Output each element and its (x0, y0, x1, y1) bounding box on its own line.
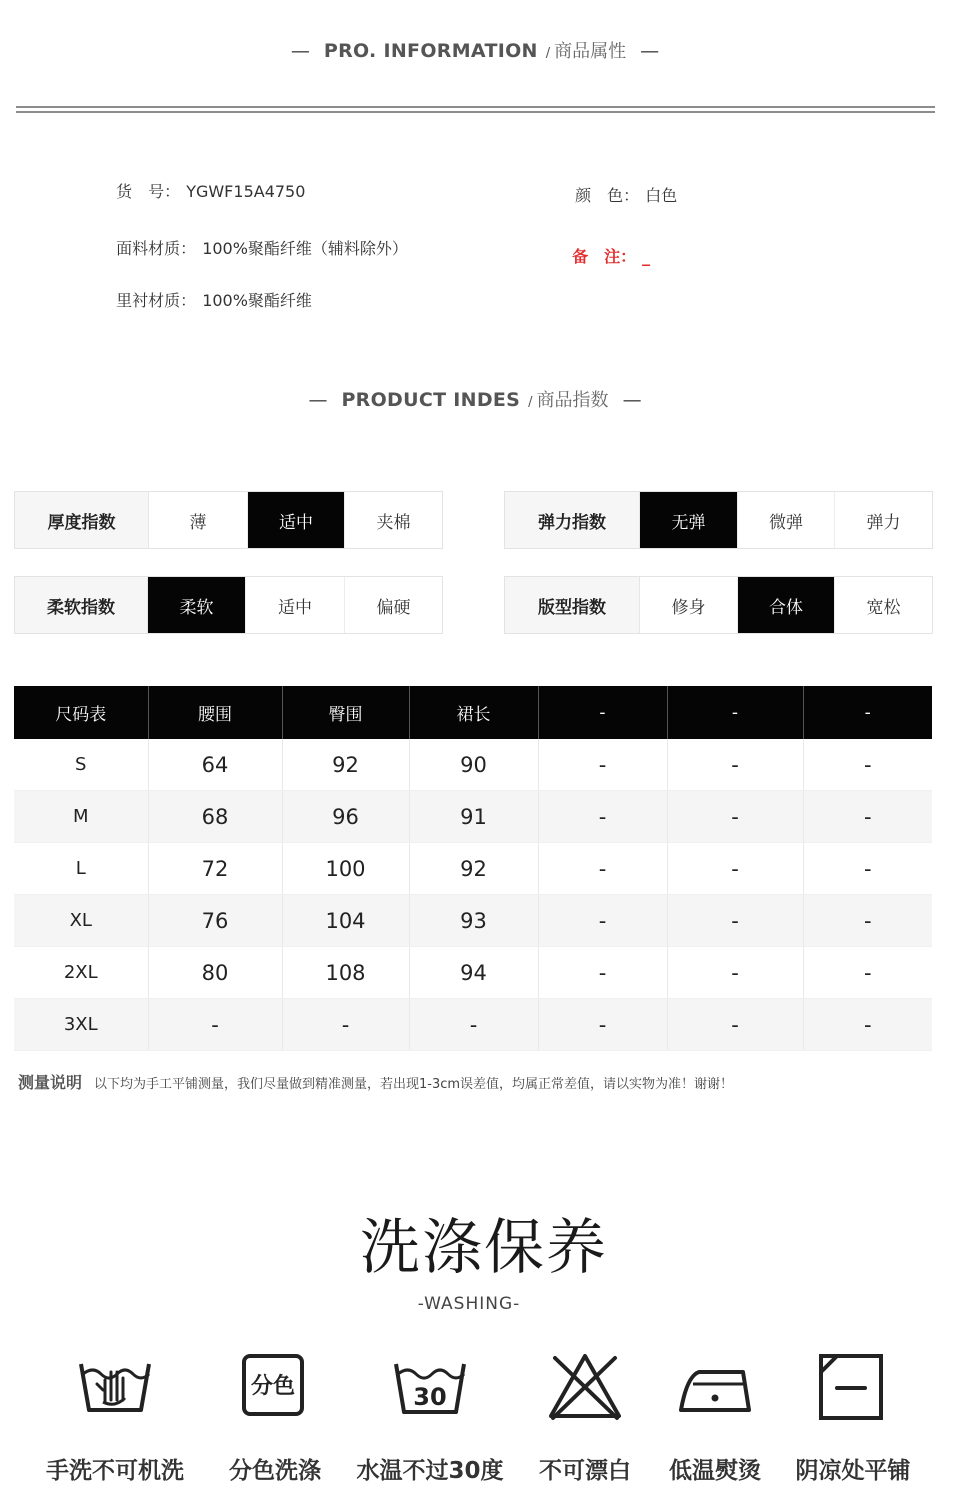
product-index-title-en: PRODUCT INDES (341, 389, 521, 411)
care-label: 水温不过30度 (356, 1458, 504, 1484)
size-table-header: 裙长 (409, 686, 538, 739)
index-option: 宽松 (866, 597, 901, 618)
table-cell: - (667, 947, 803, 999)
table-cell: - (803, 947, 932, 999)
care-label: 低温熨烫 (669, 1458, 761, 1484)
washing-subtitle: -WASHING- (417, 1294, 521, 1314)
washing-title: 洗涤保养 (360, 1213, 608, 1283)
pro-info-header: — PRO. INFORMATION / 商品属性 — (290, 40, 660, 62)
note-value: _ (642, 247, 651, 266)
color-label: 颜 色： (575, 186, 640, 205)
table-cell: - (803, 843, 932, 895)
table-row (14, 947, 932, 999)
index-option: 夹棉 (376, 512, 411, 533)
table-cell: 93 (409, 895, 538, 947)
index-option: 修身 (640, 577, 738, 633)
low-iron-icon (675, 1350, 755, 1420)
size-table-header: 尺码表 (14, 686, 148, 739)
table-cell: XL (14, 895, 148, 947)
index-option-selected: 柔软 (148, 577, 246, 633)
table-cell: - (409, 999, 538, 1051)
size-table-header-row (14, 686, 932, 739)
table-cell: 92 (282, 739, 409, 791)
index-option: 微弹 (738, 492, 835, 548)
care-item (510, 1350, 660, 1484)
table-cell: 108 (282, 947, 409, 999)
note-label: 备 注： (572, 247, 637, 266)
index-label: 柔软指数 (15, 577, 148, 633)
table-cell: - (803, 739, 932, 791)
table-cell: 90 (409, 739, 538, 791)
table-cell: 91 (409, 791, 538, 843)
lining-label: 里衬材质： (116, 291, 197, 310)
table-cell: 72 (148, 843, 282, 895)
table-cell: - (538, 791, 667, 843)
table-cell: 64 (148, 739, 282, 791)
table-cell: - (148, 999, 282, 1051)
index-option: 薄 (149, 492, 248, 548)
measure-note-label: 测量说明 (18, 1073, 83, 1092)
measure-note (18, 1070, 733, 1093)
care-item (40, 1350, 190, 1484)
index-label: 厚度指数 (15, 492, 149, 548)
dry-flat-shade-icon (813, 1350, 893, 1422)
table-cell: 3XL (14, 999, 148, 1051)
index-row-thickness (14, 491, 443, 549)
index-option: 弹力 (866, 512, 901, 533)
table-row (14, 791, 932, 843)
table-cell: 80 (148, 947, 282, 999)
product-index-title-cn: 商品指数 (536, 390, 609, 411)
separate-colors-icon-text: 分色 (250, 1374, 296, 1399)
table-cell: - (803, 791, 932, 843)
hand-wash-icon (75, 1350, 155, 1420)
table-cell: - (282, 999, 409, 1051)
table-row (14, 895, 932, 947)
size-table-header: - (667, 686, 803, 739)
table-row (14, 999, 932, 1051)
care-label: 阴凉处平铺 (795, 1458, 911, 1484)
table-cell: 104 (282, 895, 409, 947)
divider (16, 106, 935, 108)
lining-value: 100%聚酯纤维 (202, 291, 312, 310)
table-cell: - (538, 739, 667, 791)
table-cell: 94 (409, 947, 538, 999)
index-option-selected: 合体 (738, 577, 835, 633)
index-row-softness (14, 576, 443, 634)
size-table (14, 686, 932, 1051)
table-cell: - (667, 999, 803, 1051)
table-cell: - (667, 895, 803, 947)
care-label: 分色洗涤 (229, 1458, 321, 1484)
table-cell: 100 (282, 843, 409, 895)
table-cell: 96 (282, 791, 409, 843)
pro-info-title-cn: 商品属性 (554, 41, 627, 62)
care-label: 不可漂白 (539, 1458, 631, 1484)
table-cell: - (667, 843, 803, 895)
table-row (14, 843, 932, 895)
item-no-label: 货 号： (116, 182, 181, 201)
index-option-selected: 适中 (248, 492, 345, 548)
table-cell: - (538, 895, 667, 947)
product-index-header: — PRODUCT INDES / 商品指数 — (308, 389, 642, 411)
index-label: 弹力指数 (505, 492, 640, 548)
table-cell: - (538, 999, 667, 1051)
fabric-label: 面料材质： (116, 239, 197, 258)
care-item (200, 1350, 350, 1484)
item-no-value: YGWF15A4750 (186, 182, 306, 201)
lining-field (106, 269, 312, 311)
table-cell: M (14, 791, 148, 843)
table-cell: - (803, 895, 932, 947)
table-row (14, 739, 932, 791)
measure-note-text: 以下均为手工平铺测量，我们尽量做到精准测量，若出现1-3cm误差值，均属正常差值，请以实物为准！谢谢！ (94, 1077, 734, 1092)
table-cell: - (538, 947, 667, 999)
index-row-elasticity (504, 491, 933, 549)
table-cell: 68 (148, 791, 282, 843)
size-table-header: - (538, 686, 667, 739)
pro-info-title-en: PRO. INFORMATION (323, 40, 538, 62)
color-value: 白色 (645, 186, 678, 205)
table-cell: 92 (409, 843, 538, 895)
size-table-header: 臀围 (282, 686, 409, 739)
divider (16, 111, 935, 113)
index-option: 偏硬 (376, 597, 411, 618)
table-cell: - (803, 999, 932, 1051)
table-cell: - (538, 843, 667, 895)
care-item (355, 1350, 505, 1484)
wash-30-icon (390, 1350, 470, 1420)
wash-30-icon-text: 30 (413, 1383, 447, 1411)
care-label: 手洗不可机洗 (46, 1458, 184, 1484)
index-option: 适中 (246, 577, 345, 633)
size-table-header: 腰围 (148, 686, 282, 739)
table-cell: - (667, 791, 803, 843)
note-field (561, 225, 650, 267)
care-item (640, 1350, 790, 1484)
table-cell: - (667, 739, 803, 791)
index-option-selected: 无弹 (640, 492, 738, 548)
table-cell: S (14, 739, 148, 791)
table-cell: 76 (148, 895, 282, 947)
size-table-header: - (803, 686, 932, 739)
care-item (778, 1350, 928, 1484)
index-label: 版型指数 (505, 577, 640, 633)
separate-colors-icon (240, 1350, 310, 1420)
no-bleach-icon (545, 1350, 625, 1422)
fabric-value: 100%聚酯纤维（辅料除外） (202, 239, 408, 258)
table-cell: L (14, 843, 148, 895)
fabric-field (106, 217, 408, 259)
color-field (565, 164, 677, 206)
index-row-fit (504, 576, 933, 634)
item-no-field (106, 160, 305, 202)
table-cell: 2XL (14, 947, 148, 999)
